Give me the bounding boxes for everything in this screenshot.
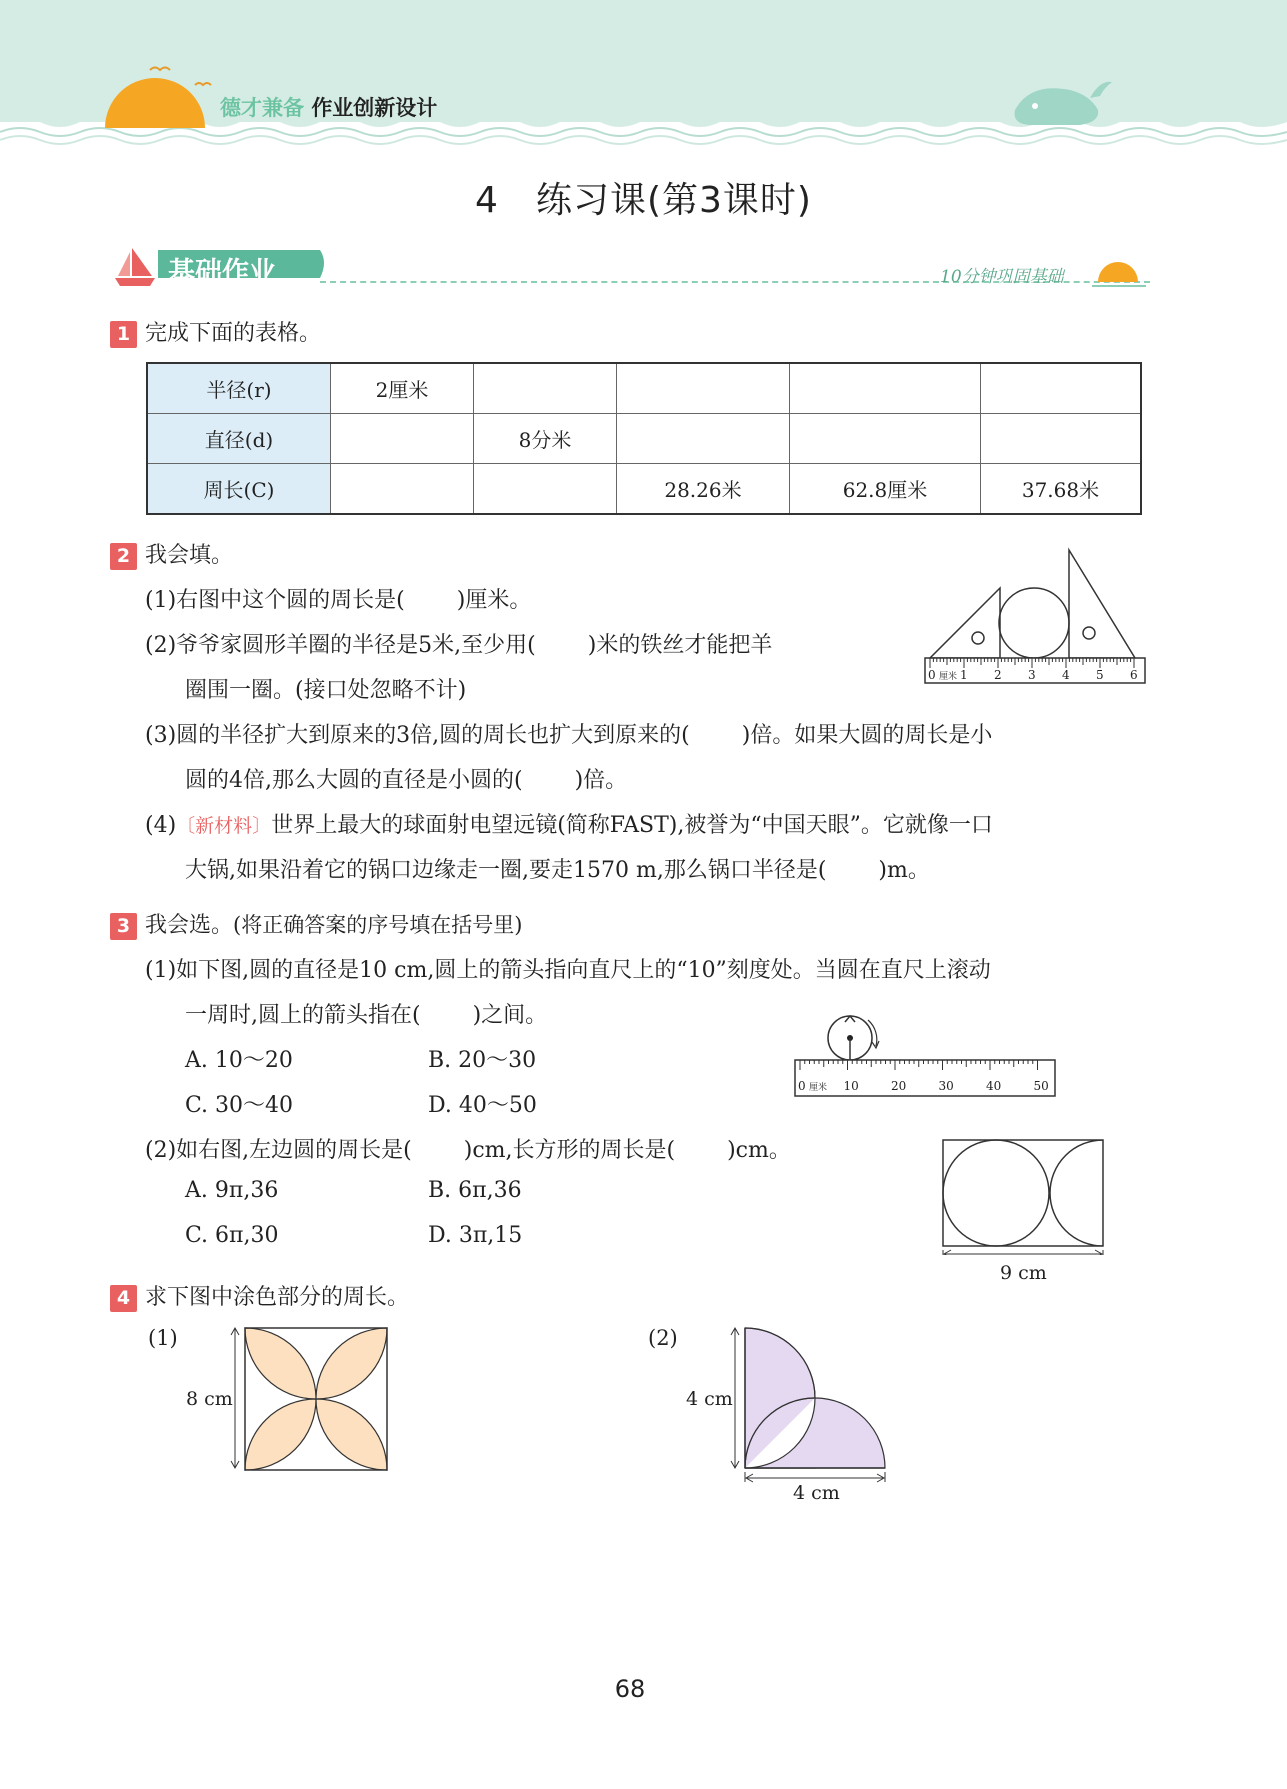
q4-fig2-dimension-horizontal: 4 cm xyxy=(793,1482,840,1504)
q2-p2a-end: )米的铁丝才能把羊 xyxy=(587,633,773,658)
new-material-tag: 〔新材料〕 xyxy=(176,815,272,837)
measured-circle xyxy=(999,588,1069,658)
q3-title-sub: (将正确答案的序号填在括号里) xyxy=(233,913,523,937)
q3-option-c[interactable]: C. 30～40 xyxy=(185,1093,294,1118)
q2-p4b-end: )m。 xyxy=(878,858,930,883)
q3-option2-a[interactable]: A. 9π,36 xyxy=(185,1178,279,1203)
table-cell[interactable] xyxy=(474,464,617,515)
q2-p3a-text: (3)圆的半径扩大到原来的3倍,圆的周长也扩大到原来的( xyxy=(145,723,690,748)
q2-p4a-text: 世界上最大的球面射电望远镜(简称FAST),被誉为“中国天眼”。它就像一口 xyxy=(271,813,993,838)
rectangle xyxy=(943,1140,1103,1246)
q2-p4a-prefix: (4) xyxy=(145,813,177,838)
q3-number: 3 xyxy=(110,913,137,940)
q2-p2a xyxy=(145,628,772,659)
ruler-unit: 厘米 xyxy=(809,1083,828,1093)
ruler-label: 4 xyxy=(1062,668,1070,682)
q3-option-d[interactable]: D. 40～50 xyxy=(428,1093,537,1118)
table-cell[interactable] xyxy=(331,464,474,515)
q3-option2-d[interactable]: D. 3π,15 xyxy=(428,1223,523,1248)
brand-black-text: 作业创新设计 xyxy=(311,96,438,120)
ruler-label: 30 xyxy=(938,1079,954,1093)
q4-fig1-label: (1) xyxy=(148,1326,178,1350)
q4-fig1-dimension: 8 cm xyxy=(186,1388,233,1410)
page-header-decoration xyxy=(0,0,1287,150)
table-cell[interactable] xyxy=(474,363,617,414)
q2-p1-end: )厘米。 xyxy=(456,588,532,613)
q4-fig2-label: (2) xyxy=(648,1326,678,1350)
section-tag: 10分钟巩固基础 xyxy=(940,267,1064,287)
ruler-label: 10 xyxy=(843,1079,859,1093)
set-square-left xyxy=(930,588,1000,658)
ruler-label: 20 xyxy=(891,1079,907,1093)
q3-option2-c[interactable]: C. 6π,30 xyxy=(185,1223,279,1248)
q3-p2a-mid: )cm,长方形的周长是( xyxy=(463,1138,676,1163)
q2-title-text: 我会填。 xyxy=(145,543,234,568)
table-row xyxy=(147,363,1141,414)
petal-shape xyxy=(245,1328,387,1470)
q2-title xyxy=(110,538,233,570)
ruler-label: 6 xyxy=(1130,668,1138,682)
q3-option2-b[interactable]: B. 6π,36 xyxy=(428,1178,522,1203)
sailboat-icon xyxy=(115,248,155,286)
table-cell[interactable]: 37.68米 xyxy=(981,464,1142,515)
q3-title xyxy=(110,908,522,940)
q3-p1a: (1)如下图,圆的直径是10 cm,圆上的箭头指向直尺上的“10”刻度处。当圆在直尺上滚动 xyxy=(145,958,991,983)
q2-p1 xyxy=(145,583,531,614)
table-cell[interactable] xyxy=(790,414,981,464)
q4-fig1-petal-square xyxy=(225,1320,395,1475)
q3-p2a xyxy=(145,1133,791,1164)
table-cell[interactable] xyxy=(981,363,1142,414)
table-cell[interactable] xyxy=(790,363,981,414)
q3-p1b xyxy=(185,998,547,1029)
q3-rectangle-figure xyxy=(935,1130,1115,1255)
q2-p3b-text: 圆的4倍,那么大圆的直径是小圆的( xyxy=(185,768,523,793)
q4-fig2-quarter-circles xyxy=(725,1320,900,1495)
ruler-label: 50 xyxy=(1033,1079,1049,1093)
section-label: 基础作业 xyxy=(168,257,276,288)
table-cell[interactable]: 8分米 xyxy=(474,414,617,464)
set-square-right xyxy=(1069,550,1135,658)
q3-p2a-end: )cm。 xyxy=(727,1138,791,1163)
q2-p2a-text: (2)爷爷家圆形羊圈的半径是5米,至少用( xyxy=(145,633,536,658)
q2-p4b xyxy=(185,853,930,884)
q3-p2a-text: (2)如右图,左边圆的周长是( xyxy=(145,1138,412,1163)
brand xyxy=(220,92,437,122)
table-row xyxy=(147,414,1141,464)
q1-table xyxy=(146,362,1142,515)
q2-ruler-figure xyxy=(920,545,1150,690)
row-header: 直径(d) xyxy=(147,414,331,464)
row-header: 半径(r) xyxy=(147,363,331,414)
page-number: 68 xyxy=(614,1675,646,1703)
q2-number: 2 xyxy=(110,543,137,570)
small-sun-icon xyxy=(1090,252,1150,292)
page-title: 4 练习课(第3课时) xyxy=(475,180,812,221)
table-row xyxy=(147,464,1141,515)
q2-p3a-end: )倍。如果大圆的周长是小 xyxy=(741,723,993,748)
q4-title xyxy=(110,1280,409,1312)
q1-number: 1 xyxy=(110,321,137,348)
q2-p1-text: (1)右图中这个圆的周长是( xyxy=(145,588,405,613)
table-cell[interactable] xyxy=(331,414,474,464)
ruler-label: 40 xyxy=(986,1079,1002,1093)
q3-p1b-end: )之间。 xyxy=(472,1003,548,1028)
q2-p4b-text: 大锅,如果沿着它的锅口边缘走一圈,要走1570 m,那么锅口半径是( xyxy=(185,858,827,883)
ruler-label: 1 xyxy=(960,668,968,682)
q4-number: 4 xyxy=(110,1285,137,1312)
q4-fig2-dimension-vertical: 4 cm xyxy=(686,1388,733,1410)
ruler-label: 0 xyxy=(928,668,936,682)
brand-green-text: 德才兼备 xyxy=(220,96,304,120)
q3-title-text: 我会选。 xyxy=(145,913,234,938)
table-cell[interactable]: 62.8厘米 xyxy=(790,464,981,515)
table-cell[interactable] xyxy=(617,363,790,414)
q2-p3a xyxy=(145,718,992,749)
q3-option-a[interactable]: A. 10～20 xyxy=(185,1048,293,1073)
ruler-label: 2 xyxy=(994,668,1002,682)
q2-p3b-end: )倍。 xyxy=(574,768,628,793)
q3-fig-dimension: 9 cm xyxy=(1000,1262,1047,1284)
q4-title-text: 求下图中涂色部分的周长。 xyxy=(145,1285,410,1310)
ruler-label: 5 xyxy=(1096,668,1104,682)
table-cell[interactable] xyxy=(981,414,1142,464)
q3-p1b-text: 一周时,圆上的箭头指在( xyxy=(185,1003,421,1028)
q3-rolling-circle-figure xyxy=(790,1010,1065,1105)
ruler-label: 3 xyxy=(1028,668,1036,682)
row-header: 周长(C) xyxy=(147,464,331,515)
ruler-unit: 厘米 xyxy=(939,672,958,682)
q2-p3b xyxy=(185,763,627,794)
q3-option-b[interactable]: B. 20～30 xyxy=(428,1048,537,1073)
q2-p2b: 圈围一圈。(接口处忽略不计) xyxy=(185,678,467,703)
table-cell[interactable]: 28.26米 xyxy=(617,464,790,515)
q1-title-text: 完成下面的表格。 xyxy=(145,321,322,346)
ruler-label: 0 xyxy=(798,1079,806,1093)
q1-title xyxy=(110,316,321,348)
q2-p4a xyxy=(145,808,993,839)
table-cell[interactable] xyxy=(617,414,790,464)
table-cell[interactable]: 2厘米 xyxy=(331,363,474,414)
